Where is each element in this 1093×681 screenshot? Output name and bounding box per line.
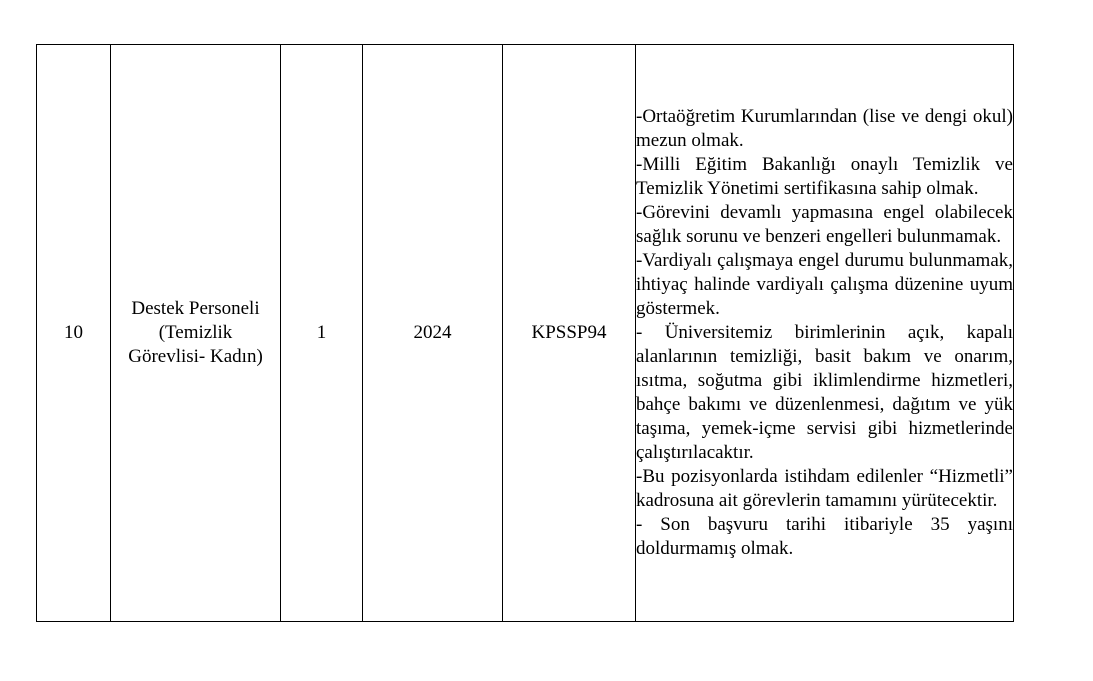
row-number-cell [37,45,111,622]
requirement-item: - Üniversitemiz birimlerinin açık, kapalı alanlarının temizliği, basit bakım ve onarım, ısıtma, soğutma gibi iklimlendirme hizmetleri, bahçe bakımı ve düzenlenmesi, dağıtım ve yük taşıma, yemek-içme servisi gibi hizmetlerinde çalıştırılacaktır. [636,322,1013,463]
requirement-item: -Görevini devamlı yapmasına engel olabilecek sağlık sorunu ve benzeri engelleri bulunmamak. [636,202,1013,247]
requirement-item: -Milli Eğitim Bakanlığı onaylı Temizlik ve Temizlik Yönetimi sertifikasına sahip olmak. [636,154,1013,199]
score-type-cell [503,45,636,622]
year-cell [363,45,503,622]
score-type: KPSSP94 [531,322,607,343]
row-number: 10 [64,322,83,343]
position-title-cell [111,45,281,622]
position-count: 1 [316,322,327,343]
requirement-item: -Ortaöğretim Kurumlarından (lise ve dengi okul) mezun olmak. [636,106,1013,151]
job-listing-table [36,44,1014,622]
requirement-item: - Son başvuru tarihi itibariyle 35 yaşını doldurmamış olmak. [636,514,1013,559]
requirement-item: -Vardiyalı çalışmaya engel durumu bulunmamak, ihtiyaç halinde vardiyalı çalışma düzenine uyum göstermek. [636,250,1013,319]
requirement-item: -Bu pozisyonlarda istihdam edilenler “Hizmetli” kadrosuna ait görevlerin tamamını yürütecektir. [636,466,1013,511]
requirements-cell [636,45,1014,622]
count-cell [281,45,363,622]
table-row [37,45,1014,622]
kpss-year: 2024 [413,322,452,343]
position-title: Destek Personeli (Temizlik Görevlisi- Kadın) [128,298,263,367]
